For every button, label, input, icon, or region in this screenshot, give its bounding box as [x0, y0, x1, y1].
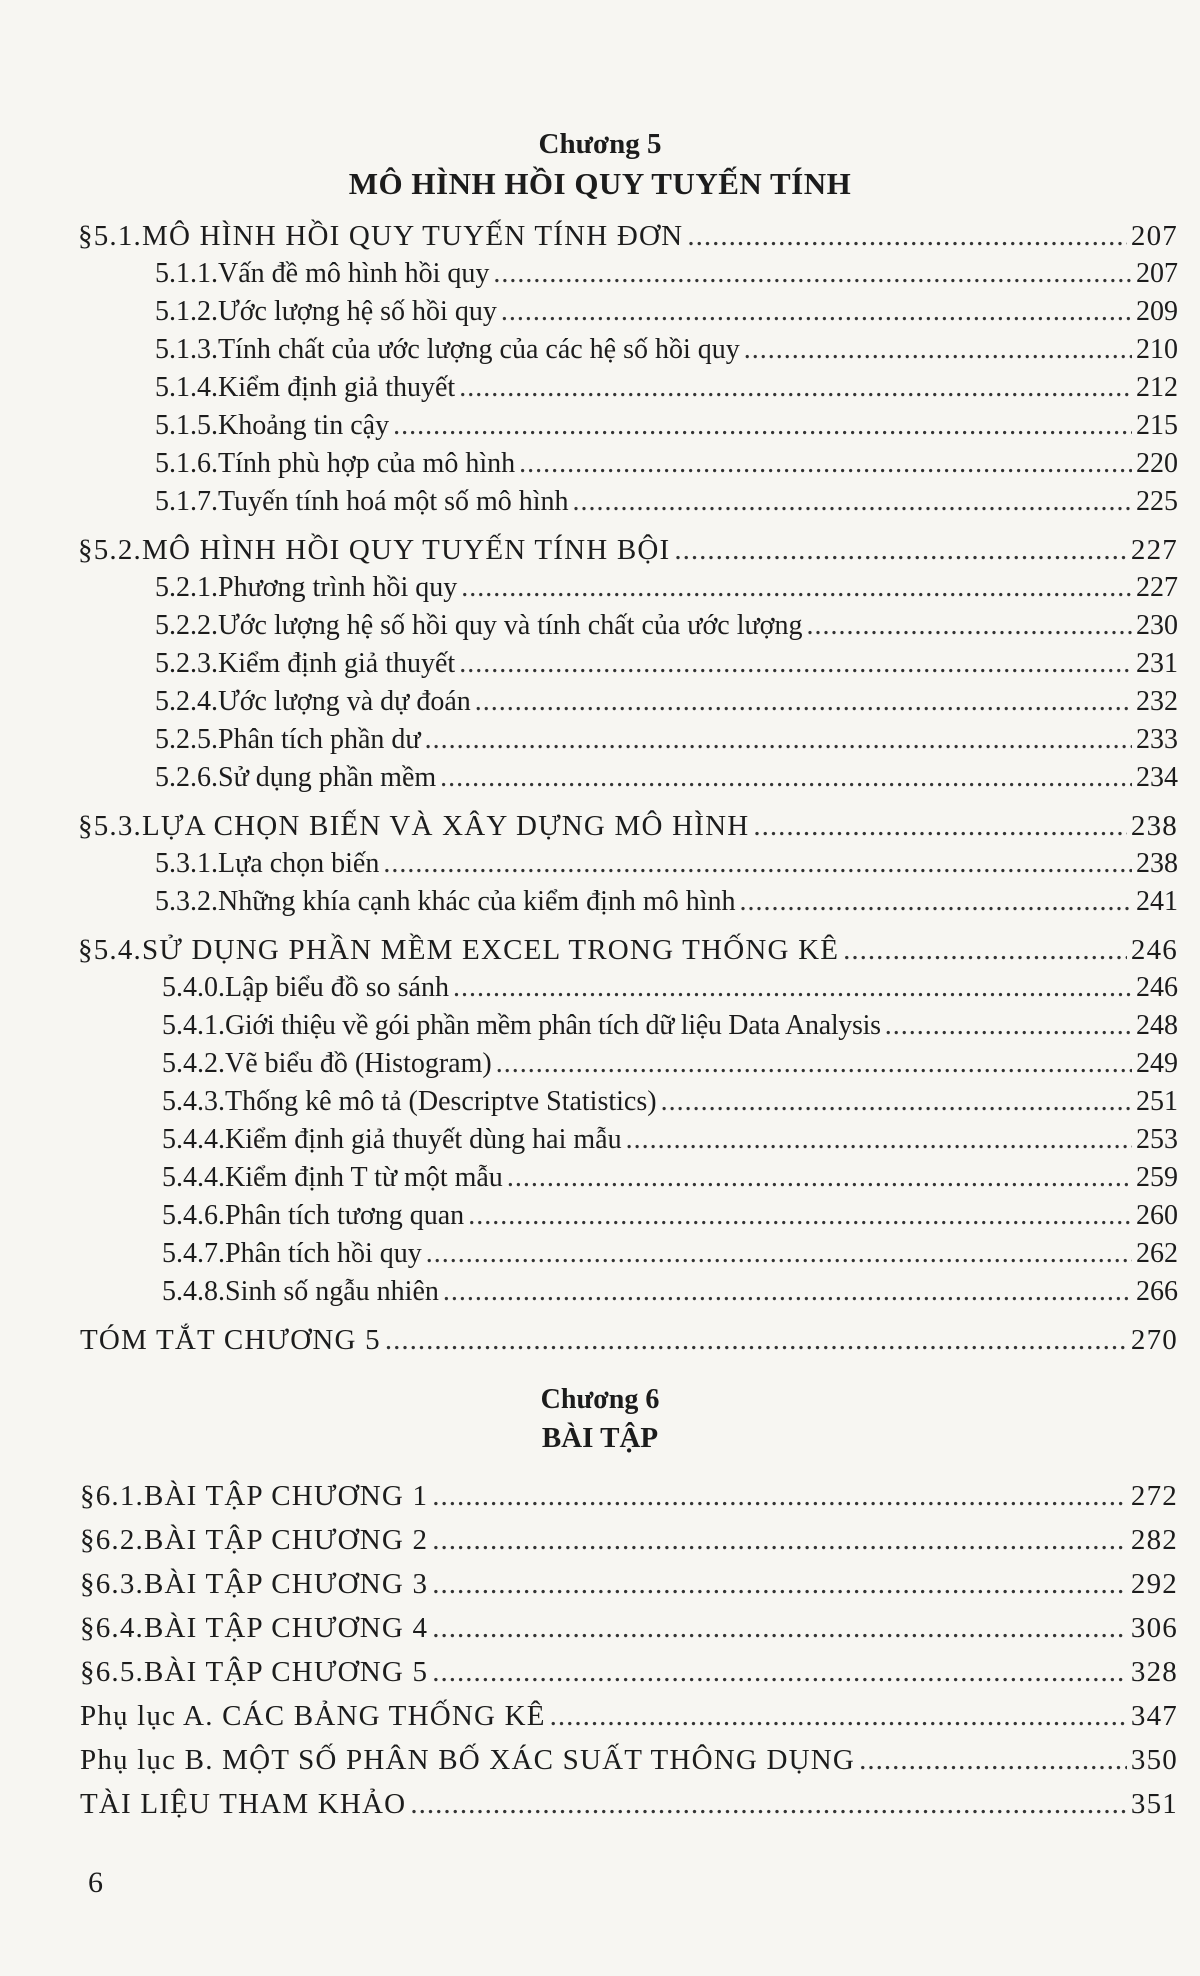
toc-item-5-4-2 [162, 1044, 1178, 1084]
page-ref: 241 [1136, 886, 1178, 917]
leader-dots [687, 216, 1127, 256]
leader-dots [426, 1234, 1132, 1274]
item-number: 5.3.2. [155, 886, 218, 917]
item-title: Tính phù hợp của mô hình [218, 448, 516, 479]
leader-dots [753, 806, 1126, 846]
item-number: 5.2.2. [155, 610, 218, 641]
leader-dots [461, 568, 1132, 608]
toc-item-5-1-1 [155, 254, 1178, 294]
toc-section-5-1 [78, 216, 1178, 256]
leader-dots [674, 530, 1126, 570]
item-title: Phân tích tương quan [225, 1200, 465, 1231]
leader-dots [740, 882, 1133, 922]
item-title: Sử dụng phần mềm [218, 762, 437, 793]
leader-dots [468, 1196, 1132, 1236]
toc-item-5-4-8 [162, 1272, 1178, 1312]
leader-dots [432, 1476, 1127, 1516]
leader-dots [661, 1082, 1132, 1122]
item-number: 5.2.3. [155, 648, 218, 679]
item-number: 5.4.6. [162, 1200, 225, 1231]
item-number: 5.1.5. [155, 410, 218, 441]
page-ref: 232 [1136, 686, 1178, 717]
leader-dots [843, 930, 1127, 970]
item-title: Lựa chọn biến [218, 848, 380, 879]
page-ref: 306 [1130, 1612, 1178, 1644]
page-ref: 266 [1136, 1276, 1178, 1307]
section-title: MÔ HÌNH HỒI QUY TUYẾN TÍNH BỘI [142, 534, 671, 566]
page-ref: 248 [1136, 1010, 1178, 1041]
toc-references [80, 1784, 1178, 1824]
toc-section-5-4 [78, 930, 1178, 970]
item-number: 5.4.7. [162, 1238, 225, 1269]
page-ref: 262 [1136, 1238, 1178, 1269]
toc-section-5-2 [78, 530, 1178, 570]
item-title: Tính chất của ước lượng của các hệ số hồi quy [218, 334, 740, 365]
leader-dots [432, 1608, 1127, 1648]
section-number: §6.1. [80, 1480, 144, 1512]
leader-dots [806, 606, 1132, 646]
leader-dots [550, 1696, 1127, 1736]
page-ref: 234 [1136, 762, 1178, 793]
page-ref: 225 [1136, 486, 1178, 517]
leader-dots [440, 758, 1132, 798]
item-title: Giới thiệu về gói phần mềm phân tích dữ liệu Data Analysis [225, 1010, 881, 1041]
toc-section-6-2 [80, 1520, 1178, 1560]
leader-dots [459, 368, 1132, 408]
item-number: 5.4.2. [162, 1048, 225, 1079]
item-title: Lập biểu đồ so sánh [225, 972, 449, 1003]
leader-dots [626, 1120, 1132, 1160]
page-ref: 350 [1130, 1744, 1178, 1776]
page-ref: 251 [1136, 1086, 1178, 1117]
page-ref: 292 [1130, 1568, 1178, 1600]
section-title: MÔ HÌNH HỒI QUY TUYẾN TÍNH ĐƠN [142, 220, 684, 252]
page-ref: 230 [1136, 610, 1178, 641]
item-number: 5.1.2. [155, 296, 218, 327]
page-ref: 212 [1136, 372, 1178, 403]
section-number: §5.2. [78, 534, 142, 566]
item-number: 5.2.1. [155, 572, 218, 603]
chapter5-title: MÔ HÌNH HỒI QUY TUYẾN TÍNH [348, 166, 852, 201]
section-number: §6.2. [80, 1524, 144, 1556]
page-ref: 249 [1136, 1048, 1178, 1079]
leader-dots [519, 444, 1132, 484]
section-title: BÀI TẬP CHƯƠNG 4 [144, 1612, 429, 1644]
toc-item-5-4-1 [162, 1006, 1178, 1046]
item-number: 5.4.1. [162, 1010, 225, 1041]
item-title: Phương trình hồi quy [218, 572, 458, 603]
leader-dots [393, 406, 1132, 446]
page-ref: 227 [1136, 572, 1178, 603]
toc-item-5-3-2 [155, 882, 1178, 922]
summary-title: TÓM TẮT CHƯƠNG 5 [80, 1324, 381, 1356]
page-ref: 260 [1136, 1200, 1178, 1231]
item-title: Kiểm định giả thuyết [218, 372, 456, 403]
toc-item-5-1-4 [155, 368, 1178, 408]
toc-section-6-4 [80, 1608, 1178, 1648]
toc-item-5-2-4 [155, 682, 1178, 722]
leader-dots [425, 720, 1132, 760]
item-number: 5.4.3. [162, 1086, 225, 1117]
item-title: Những khía cạnh khác của kiểm định mô hình [218, 886, 736, 917]
page-ref: 227 [1130, 534, 1178, 566]
page-ref: 209 [1136, 296, 1178, 327]
toc-item-5-1-6 [155, 444, 1178, 484]
item-number: 5.1.1. [155, 258, 218, 289]
toc-item-5-1-2 [155, 292, 1178, 332]
section-number: §6.3. [80, 1568, 144, 1600]
chapter6-title: BÀI TẬP [541, 1422, 659, 1454]
item-number: 5.2.6. [155, 762, 218, 793]
leader-dots [443, 1272, 1132, 1312]
item-number: 5.2.5. [155, 724, 218, 755]
toc-item-5-4-6 [162, 1196, 1178, 1236]
leader-dots [496, 1044, 1132, 1084]
page-ref: 231 [1136, 648, 1178, 679]
item-title: Ước lượng hệ số hồi quy [218, 296, 497, 327]
toc-item-5-4-3 [162, 1082, 1178, 1122]
item-title: Phân tích phần dư [218, 724, 421, 755]
page-ref: 259 [1136, 1162, 1178, 1193]
item-number: 5.4.8. [162, 1276, 225, 1307]
toc-item-5-4-4a [162, 1120, 1178, 1160]
item-number: 5.1.7. [155, 486, 218, 517]
toc-item-5-2-6 [155, 758, 1178, 798]
toc-section-5-3 [78, 806, 1178, 846]
page-ref: 238 [1130, 810, 1178, 842]
toc-section-6-1 [80, 1476, 1178, 1516]
page-ref: 282 [1130, 1524, 1178, 1556]
leader-dots [432, 1652, 1127, 1692]
section-title: BÀI TẬP CHƯƠNG 3 [144, 1568, 429, 1600]
item-number: 5.4.4. [162, 1162, 225, 1193]
toc-appendix-b [80, 1740, 1178, 1780]
leader-dots [459, 644, 1132, 684]
item-title: Kiểm định giả thuyết dùng hai mẫu [225, 1124, 622, 1155]
toc-item-5-3-1 [155, 844, 1178, 884]
references-title: TÀI LIỆU THAM KHẢO [80, 1788, 407, 1820]
page-ref: 347 [1130, 1700, 1178, 1732]
leader-dots [432, 1564, 1127, 1604]
leader-dots [573, 482, 1132, 522]
page-ref: 272 [1130, 1480, 1178, 1512]
item-number: 5.2.4. [155, 686, 218, 717]
item-title: Vẽ biểu đồ (Histogram) [225, 1048, 492, 1079]
page-ref: 253 [1136, 1124, 1178, 1155]
item-number: 5.1.3. [155, 334, 218, 365]
toc-section-6-5 [80, 1652, 1178, 1692]
section-title: SỬ DỤNG PHẦN MỀM EXCEL TRONG THỐNG KÊ [142, 934, 840, 966]
page-ref: 238 [1136, 848, 1178, 879]
toc-item-5-2-2 [155, 606, 1178, 646]
page-ref: 210 [1136, 334, 1178, 365]
leader-dots [385, 1320, 1127, 1360]
appendix-title: Phụ lục B. MỘT SỐ PHÂN BỐ XÁC SUẤT THÔNG DỤNG [80, 1744, 856, 1776]
item-title: Ước lượng và dự đoán [218, 686, 471, 717]
item-title: Khoảng tin cậy [218, 410, 390, 441]
item-number: 5.4.0. [162, 972, 225, 1003]
section-number: §5.3. [78, 810, 142, 842]
toc-item-5-2-5 [155, 720, 1178, 760]
item-number: 5.3.1. [155, 848, 218, 879]
toc-item-5-1-3 [155, 330, 1178, 370]
item-number: 5.1.6. [155, 448, 218, 479]
toc-item-5-4-7 [162, 1234, 1178, 1274]
section-number: §6.4. [80, 1612, 144, 1644]
item-title: Kiểm định giả thuyết [218, 648, 456, 679]
section-number: §5.4. [78, 934, 142, 966]
item-number: 5.4.4. [162, 1124, 225, 1155]
leader-dots [475, 682, 1132, 722]
page-ref: 220 [1136, 448, 1178, 479]
item-title: Kiểm định T từ một mẫu [225, 1162, 503, 1193]
page-ref: 233 [1136, 724, 1178, 755]
leader-dots [453, 968, 1132, 1008]
page-ref: 207 [1136, 258, 1178, 289]
section-number: §6.5. [80, 1656, 144, 1688]
leader-dots [493, 254, 1132, 294]
section-title: BÀI TẬP CHƯƠNG 5 [144, 1656, 429, 1688]
item-title: Thống kê mô tả (Descriptve Statistics) [225, 1086, 657, 1117]
item-number: 5.1.4. [155, 372, 218, 403]
toc-section-6-3 [80, 1564, 1178, 1604]
section-number: §5.1. [78, 220, 142, 252]
chapter5-label: Chương 5 [538, 128, 662, 160]
page-ref: 270 [1130, 1324, 1178, 1356]
page-ref: 207 [1130, 220, 1178, 252]
toc-item-5-2-3 [155, 644, 1178, 684]
leader-dots [744, 330, 1132, 370]
leader-dots [859, 1740, 1127, 1780]
toc-item-5-4-4b [162, 1158, 1178, 1198]
leader-dots [432, 1520, 1127, 1560]
section-title: LỰA CHỌN BIẾN VÀ XÂY DỰNG MÔ HÌNH [142, 810, 750, 842]
toc-item-5-2-1 [155, 568, 1178, 608]
leader-dots [885, 1006, 1132, 1046]
chapter6-label: Chương 6 [540, 1384, 660, 1415]
page-ref: 246 [1130, 934, 1178, 966]
toc-item-5-4-0 [162, 968, 1178, 1008]
toc-chapter5-summary [80, 1320, 1178, 1360]
page-ref: 215 [1136, 410, 1178, 441]
section-title: BÀI TẬP CHƯƠNG 2 [144, 1524, 429, 1556]
item-title: Ước lượng hệ số hồi quy và tính chất của ước lượng [218, 610, 803, 641]
section-title: BÀI TẬP CHƯƠNG 1 [144, 1480, 429, 1512]
toc-item-5-1-5 [155, 406, 1178, 446]
item-title: Sinh số ngẫu nhiên [225, 1276, 439, 1307]
leader-dots [410, 1784, 1127, 1824]
page-ref: 351 [1130, 1788, 1178, 1820]
leader-dots [507, 1158, 1132, 1198]
item-title: Vấn đề mô hình hồi quy [218, 258, 490, 289]
item-title: Tuyến tính hoá một số mô hình [218, 486, 569, 517]
leader-dots [383, 844, 1132, 884]
toc-item-5-1-7 [155, 482, 1178, 522]
appendix-title: Phụ lục A. CÁC BẢNG THỐNG KÊ [80, 1700, 546, 1732]
page-ref: 328 [1130, 1656, 1178, 1688]
leader-dots [501, 292, 1132, 332]
page-ref: 246 [1136, 972, 1178, 1003]
page-number: 6 [88, 1866, 103, 1899]
toc-appendix-a [80, 1696, 1178, 1736]
item-title: Phân tích hồi quy [225, 1238, 422, 1269]
